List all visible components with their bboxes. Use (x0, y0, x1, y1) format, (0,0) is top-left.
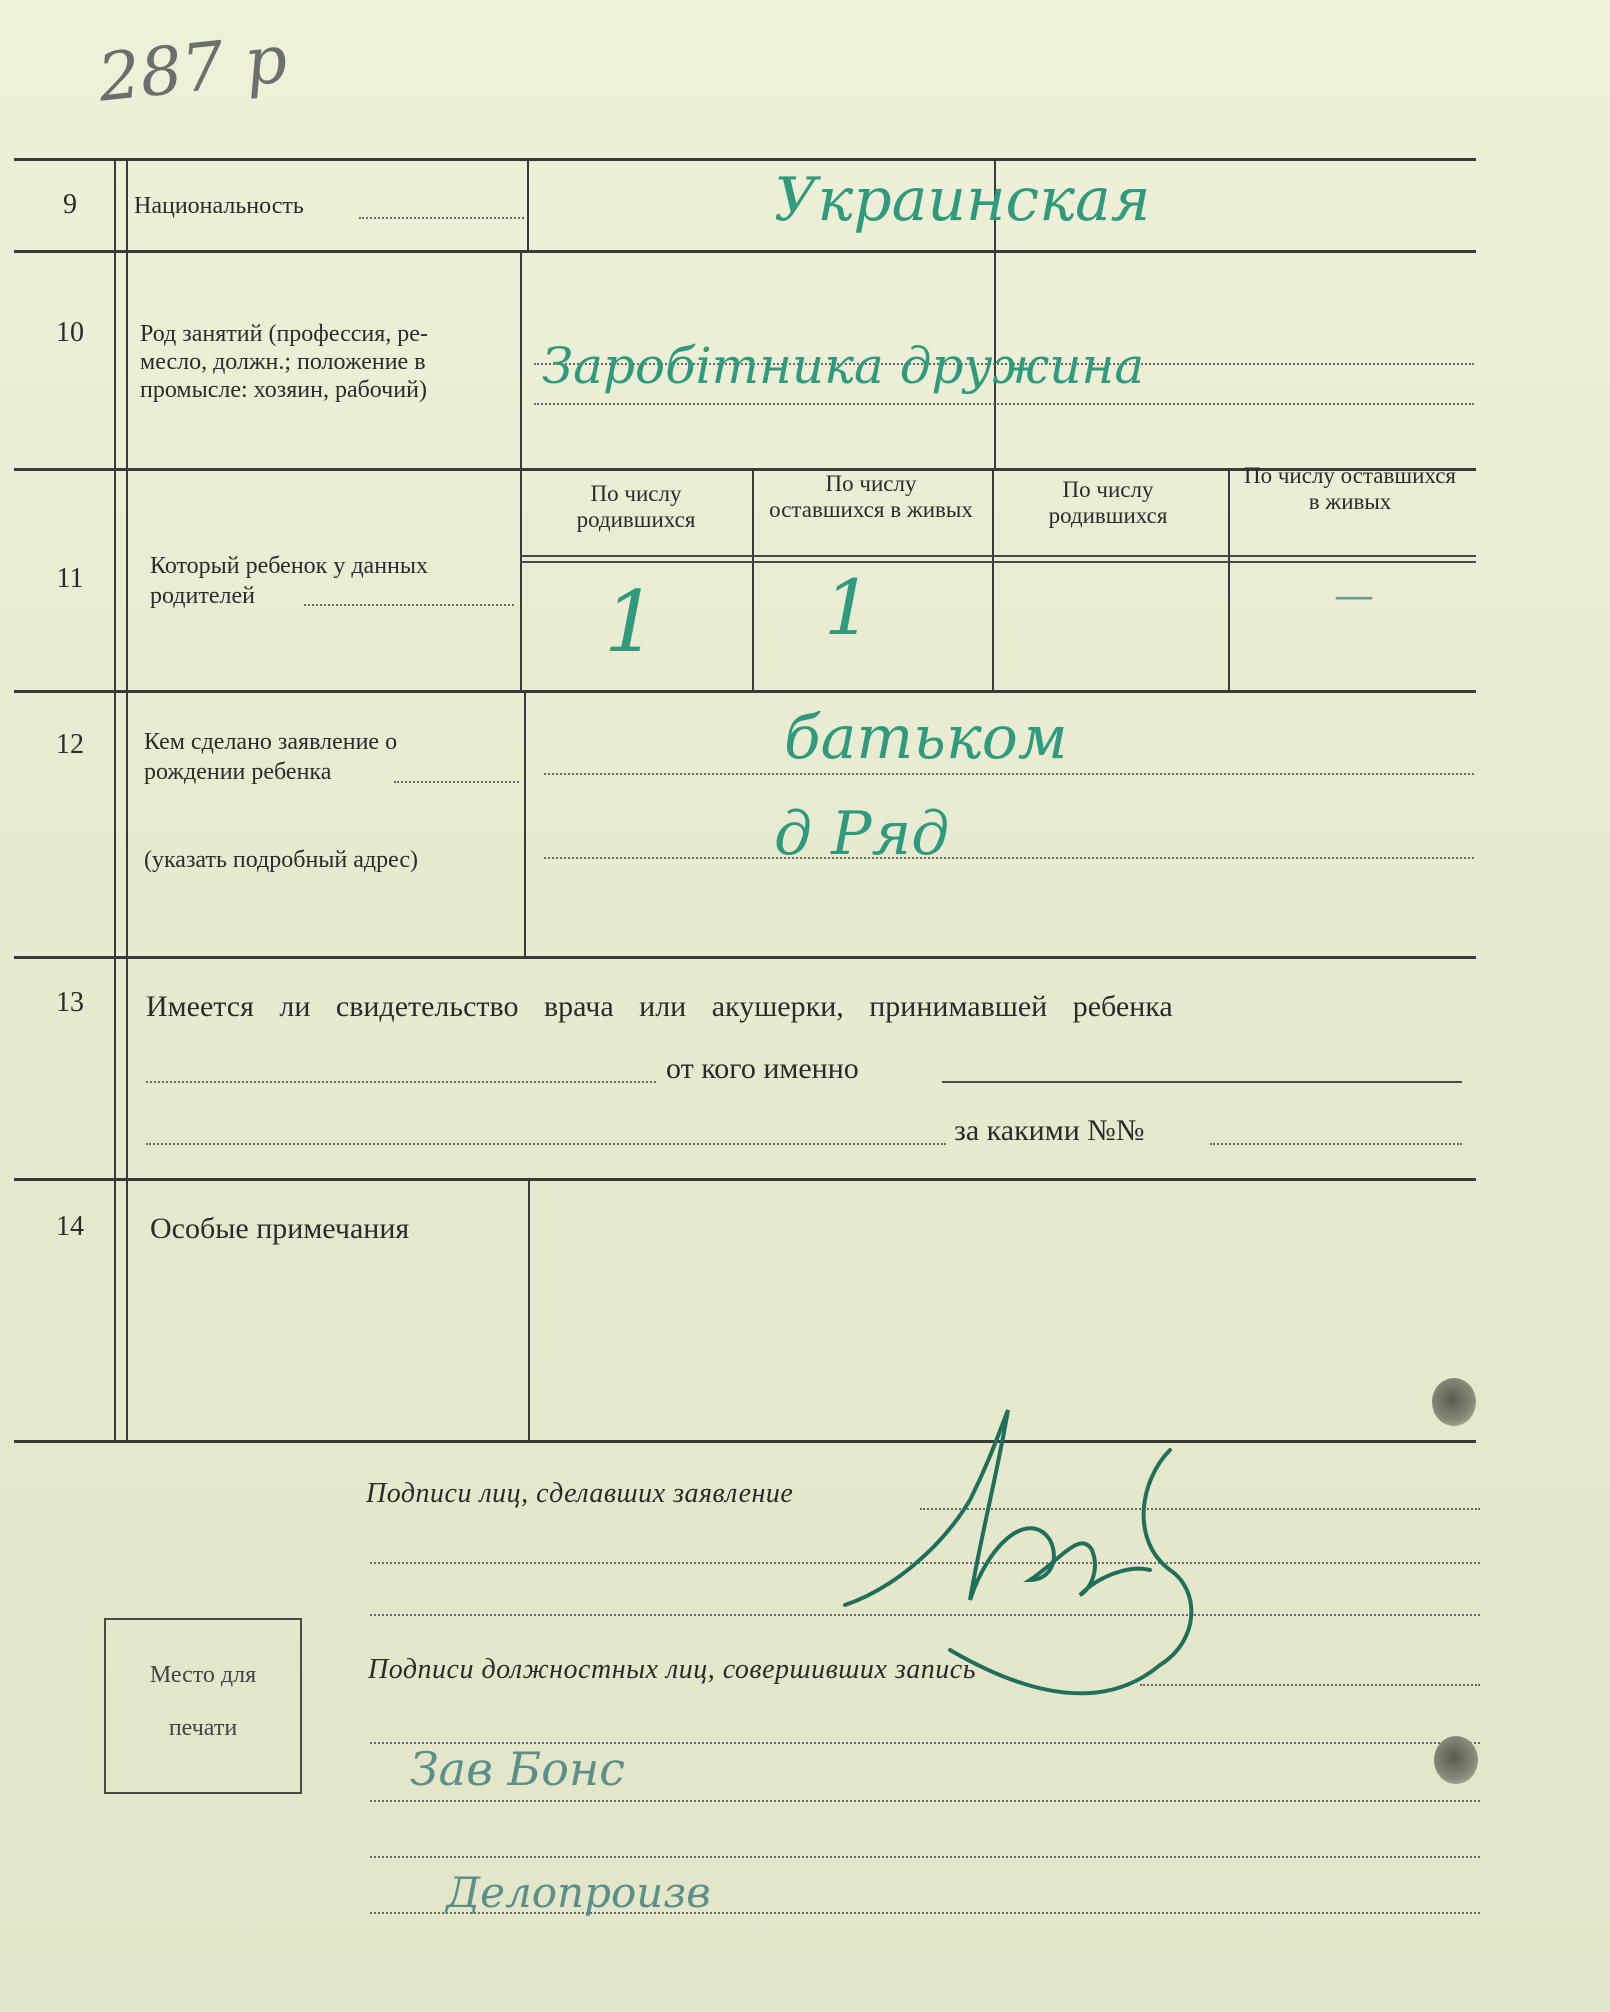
count-born-father: 1 (604, 573, 658, 671)
row-occupation (14, 250, 1476, 471)
declarant-address-value: д Ряд (774, 799, 950, 869)
declarant-label-2: рождении ребенка (144, 759, 332, 785)
declarant-label-1: Кем сделано заявление о (144, 729, 398, 755)
nationality-value: Украинская (774, 165, 1151, 235)
row-number: 11 (56, 563, 84, 594)
binder-hole (1434, 1736, 1478, 1784)
row-number: 13 (56, 987, 84, 1018)
official-signature-1: Зав Бонс (410, 1742, 626, 1796)
declarant-value: батьком (784, 703, 1068, 773)
row-declarant (14, 690, 1476, 959)
officials-signature-label: Подписи должностных лиц, совершивших запись (368, 1654, 976, 1685)
certificate-numbers: за какими №№ (954, 1114, 1145, 1147)
row-number: 14 (56, 1211, 84, 1242)
special-notes-label: Особые примечания (150, 1212, 410, 1245)
occupation-label-1: Род занятий (профессия, ре- (140, 321, 428, 347)
child-order-label-1: Который ребенок у данных (150, 553, 429, 579)
row-number: 12 (56, 729, 84, 760)
occupation-label-2: месло, должн.; положение в (140, 349, 426, 375)
col-head-alive-1: По числу оставшихся в живых (769, 471, 973, 522)
row-number: 9 (63, 189, 77, 220)
applicants-signature-label: Подписи лиц, сделавших заявление (366, 1478, 794, 1509)
col-head-alive-2: По числу оставшихся в живых (1244, 463, 1456, 514)
official-signature-2: Делопроизв (446, 1868, 711, 1917)
corner-note: 287 р (94, 20, 291, 117)
row-special-notes (14, 1178, 1476, 1443)
certificate-question: Имеется ли свидетельство врача или акушерки, принимавшей ребенка (146, 990, 1173, 1023)
stamp-place-line-2: печати (168, 1715, 238, 1741)
row-number: 10 (56, 317, 84, 348)
row-child-order (14, 463, 1476, 693)
row-medical-certificate (14, 956, 1476, 1181)
occupation-value: Заробітника дружина (542, 337, 1145, 395)
count-alive-mother: — (1334, 573, 1374, 619)
occupation-label-3: промысле: хозяин, рабочий) (140, 377, 427, 403)
stamp-place-line-1: Место для (149, 1662, 257, 1688)
count-alive-father: 1 (824, 563, 873, 652)
declarant-address-label: (указать подробный адрес) (144, 847, 419, 873)
nationality-label: Национальность (134, 193, 304, 219)
certificate-from-whom: от кого именно (666, 1052, 859, 1085)
col-head-born-2: По числу родившихся (1048, 477, 1168, 528)
binder-hole (1432, 1378, 1476, 1426)
row-nationality (14, 158, 1476, 253)
child-order-label-2: родителей (150, 583, 255, 609)
stamp-place-box (104, 1618, 302, 1794)
col-head-born-1: По числу родившихся (576, 481, 696, 532)
